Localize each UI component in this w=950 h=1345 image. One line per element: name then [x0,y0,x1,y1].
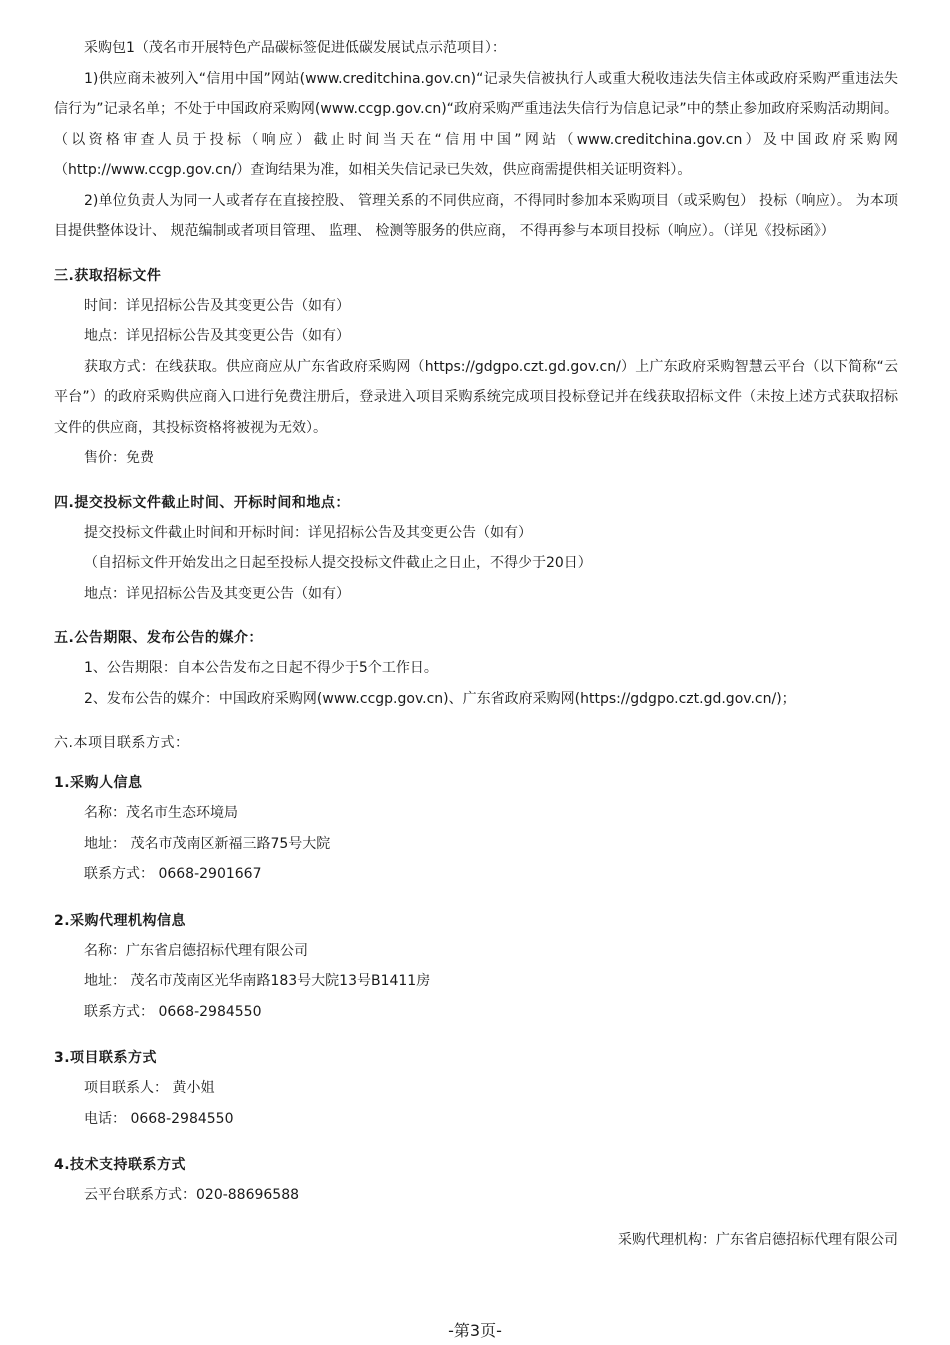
project-contact-phone: 电话： 0668-2984550 [84,1110,234,1127]
project-contact-title: 3.项目联系方式 [54,1050,158,1066]
document-page [54,0,898,1269]
buyer-phone: 联系方式： 0668-2901667 [84,866,262,882]
submission-place: 地点：详见招标公告及其变更公告（如有） [84,585,350,602]
section-3-title: 三.获取招标文件 [54,267,162,284]
agency-phone: 联系方式： 0668-2984550 [84,1003,262,1020]
project-contact-person: 项目联系人： 黄小姐 [84,1080,215,1096]
section-4-title: 四.提交投标文件截止时间、开标时间和地点： [54,494,350,511]
section-5-title: 五.公告期限、发布公告的媒介： [54,630,263,646]
submission-deadline: 提交投标文件截止时间和开标时间：详见招标公告及其变更公告（如有） [84,524,532,541]
tech-support-phone: 云平台联系方式：020-88696588 [84,1187,300,1203]
obtain-place: 地点：详见招标公告及其变更公告（如有） [84,328,350,344]
agency-address: 地址： 茂名市茂南区光华南路183号大院13号B1411房 [84,973,431,989]
buyer-info-title: 1.采购人信息 [54,775,143,791]
buyer-name: 名称：茂名市生态环境局 [84,805,238,821]
buyer-address: 地址： 茂名市茂南区新福三路75号大院 [84,835,331,852]
tech-support-title: 4.技术支持联系方式 [54,1157,187,1173]
agency-info-title: 2.采购代理机构信息 [54,912,187,929]
notice-period: 1、公告期限：自本公告发布之日起不得少于5个工作日。 [84,660,438,676]
obtain-time: 时间：详见招标公告及其变更公告（如有） [84,297,350,314]
qualification-item-2: 2)单位负责人为同一人或者存在直接控股、 管理关系的不同供应商，不得同时参加本采购项目（或采购包） 投标（响应）。 为本项目提供整体设计、 规范编制或者项目管理、 监理、 检测等服务的供应商， 不得再参与本项目投标（响应）。（详见《投标函》） [54,192,898,239]
agency-name: 名称：广东省启德招标代理有限公司 [84,942,308,959]
signature: 采购代理机构：广东省启德招标代理有限公司 [618,1231,898,1248]
qualification-item-1: 1)供应商未被列入“信用中国”网站(www.creditchina.gov.cn)“记录失信被执行人或重大税收违法失信主体或政府采购严重违法失信行为”记录名单；不处于中国政府采购网(www.ccgp.gov.cn)“政府采购严重违法失信行为信息记录”中的禁止参加政府采购活动期间。（以资格审查人员于投标（响应）截止时间当天在“信用中国”网站（www.creditchina.gov.cn）及中国政府采购网（http://www.ccgp.gov.cn/）查询结果为准，如相关失信记录已失效，供应商需提供相关证明资料）。 [54,70,898,178]
page-number: -第3页- [448,1321,502,1340]
obtain-method: 获取方式：在线获取。供应商应从广东省政府采购网（https://gdgpo.czt.gd.gov.cn/）上广东政府采购智慧云平台（以下简称“云平台”）的政府采购供应商入口进行免费注册后，登录进入项目采购系统完成项目投标登记并在线获取招标文件（未按上述方式获取招标文件的供应商，其投标资格将被视为无效）。 [54,358,898,436]
notice-media: 2、发布公告的媒介：中国政府采购网(www.ccgp.gov.cn)、广东省政府采购网(https://gdgpo.czt.gd.gov.cn/)； [84,690,796,707]
submission-note: （自招标文件开始发出之日起至投标人提交投标文件截止之日止，不得少于20日） [84,555,592,571]
obtain-price: 售价：免费 [84,450,154,466]
package-heading: 采购包1（茂名市开展特色产品碳标签促进低碳发展试点示范项目）： [84,40,506,56]
section-6-title: 六.本项目联系方式： [54,735,190,751]
